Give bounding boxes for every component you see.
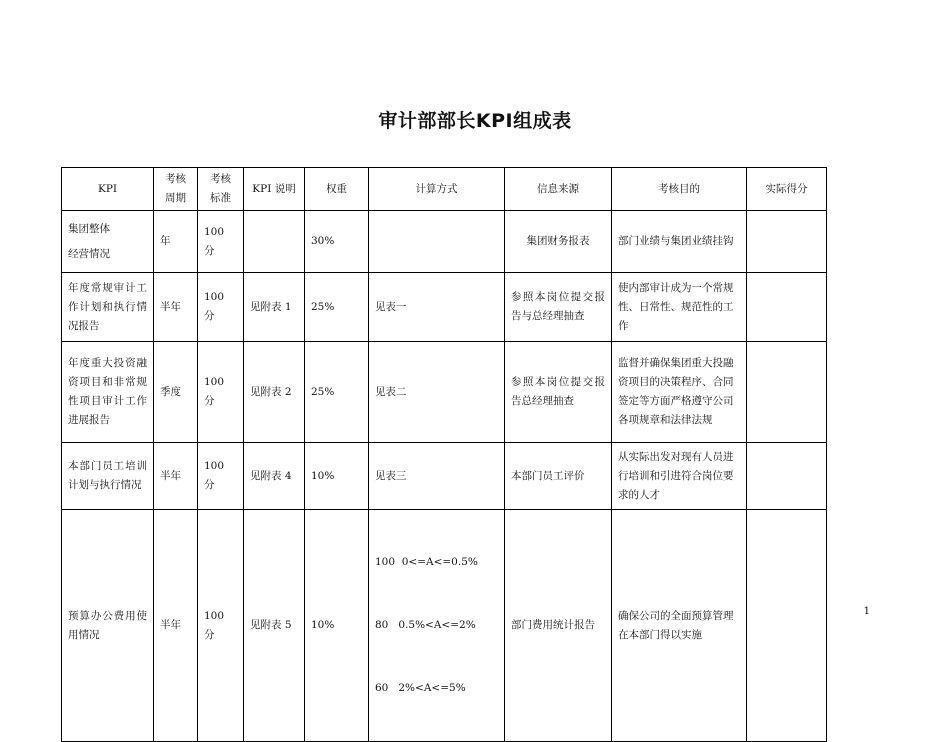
cell-score <box>747 510 827 742</box>
cell-score <box>747 273 827 342</box>
cell-kpi-desc: 见附表 1 <box>244 273 305 342</box>
cell-kpi-desc <box>244 211 305 273</box>
cell-purpose: 使内部审计成为一个常规性、日常性、规范性的工作 <box>612 273 747 342</box>
cell-cycle: 半年 <box>154 443 198 510</box>
cell-source: 本部门员工评价 <box>505 443 612 510</box>
header-standard-line-1: 考核 <box>210 173 231 185</box>
header-purpose: 考核目的 <box>612 168 747 211</box>
header-weight: 权重 <box>305 168 369 211</box>
cell-source: 部门费用统计报告 <box>505 510 612 742</box>
cell-weight: 10% <box>305 510 369 742</box>
cell-calc <box>369 211 505 273</box>
cell-calc <box>369 510 505 742</box>
kpi-table <box>61 167 827 742</box>
cell-standard: 100 分 <box>198 273 244 342</box>
cell-weight: 25% <box>305 273 369 342</box>
cell-calc: 见表一 <box>369 273 505 342</box>
table-row <box>62 443 827 510</box>
cell-weight: 10% <box>305 443 369 510</box>
header-kpi-desc: KPI 说明 <box>244 168 305 211</box>
header-kpi: KPI <box>62 168 154 211</box>
cell-kpi-line-2: 经营情况 <box>68 247 110 260</box>
cell-source: 集团财务报表 <box>505 211 612 273</box>
cell-kpi <box>62 211 154 273</box>
cell-purpose: 确保公司的全面预算管理在本部门得以实施 <box>612 510 747 742</box>
cell-cycle: 季度 <box>154 342 198 443</box>
cell-purpose: 部门业绩与集团业绩挂钩 <box>612 211 747 273</box>
table-row <box>62 273 827 342</box>
cell-kpi: 年度重大投资融资项目和非常规性项目审计工作进展报告 <box>62 342 154 443</box>
table-row <box>62 211 827 273</box>
header-standard <box>198 168 244 211</box>
cell-score <box>747 443 827 510</box>
cell-standard: 100 分 <box>198 211 244 273</box>
cell-standard: 100 分 <box>198 510 244 742</box>
page-number: 1 <box>863 606 870 617</box>
cell-kpi: 本部门员工培训计划与执行情况 <box>62 443 154 510</box>
cell-cycle: 年 <box>154 211 198 273</box>
header-score: 实际得分 <box>747 168 827 211</box>
cell-standard: 100 分 <box>198 443 244 510</box>
cell-cycle: 半年 <box>154 510 198 742</box>
header-standard-line-2: 标准 <box>210 192 231 204</box>
cell-kpi-line-1: 集团整体 <box>68 222 110 235</box>
table-row <box>62 342 827 443</box>
cell-kpi: 预算办公费用使用情况 <box>62 510 154 742</box>
cell-score <box>747 211 827 273</box>
table-header-row <box>62 168 827 211</box>
cell-score <box>747 342 827 443</box>
cell-source: 参照本岗位提交报告与总经理抽查 <box>505 273 612 342</box>
cell-weight: 25% <box>305 342 369 443</box>
calc-line: 80 0.5%<A<=2% <box>375 619 476 631</box>
cell-source: 参照本岗位提交报告总经理抽查 <box>505 342 612 443</box>
calc-line: 100 0<=A<=0.5% <box>375 556 478 568</box>
cell-calc: 见表三 <box>369 443 505 510</box>
cell-kpi: 年度常规审计工作计划和执行情况报告 <box>62 273 154 342</box>
calc-line: 60 2%<A<=5% <box>375 682 466 694</box>
header-cycle <box>154 168 198 211</box>
cell-calc: 见表二 <box>369 342 505 443</box>
cell-kpi-desc: 见附表 5 <box>244 510 305 742</box>
header-cycle-line-2: 周期 <box>165 192 186 204</box>
cell-cycle: 半年 <box>154 273 198 342</box>
cell-purpose: 监督并确保集团重大投融资项目的决策程序、合同签定等方面严格遵守公司各项规章和法律法规 <box>612 342 747 443</box>
cell-purpose: 从实际出发对现有人员进行培训和引进符合岗位要求的人才 <box>612 443 747 510</box>
cell-kpi-desc: 见附表 2 <box>244 342 305 443</box>
table-row <box>62 510 827 742</box>
header-source: 信息来源 <box>505 168 612 211</box>
header-calc: 计算方式 <box>369 168 505 211</box>
header-cycle-line-1: 考核 <box>165 173 186 185</box>
cell-standard: 100 分 <box>198 342 244 443</box>
cell-kpi-desc: 见附表 4 <box>244 443 305 510</box>
page-title: 审计部部长KPI组成表 <box>378 110 572 132</box>
cell-weight: 30% <box>305 211 369 273</box>
